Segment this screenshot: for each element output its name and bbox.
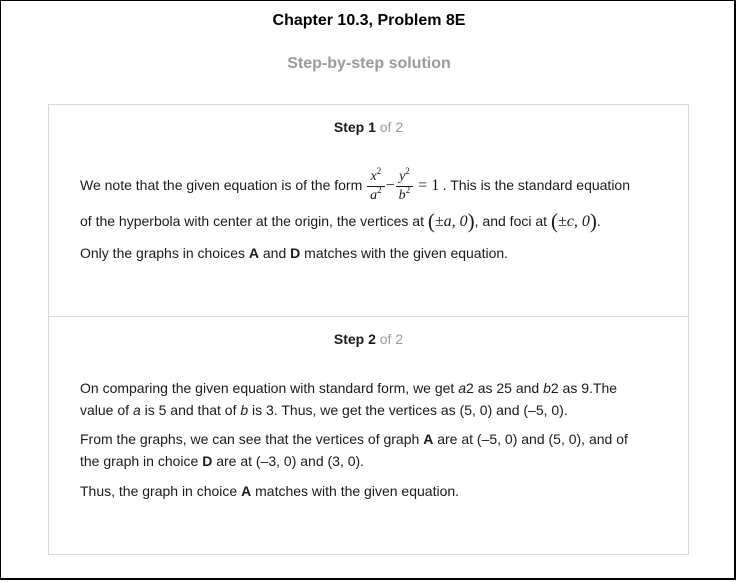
hyperbola-formula: $\frac{x^2}{a^2}$ − $\frac{y^2}{b^2}$ = 1 (366, 179, 443, 194)
step-1-paragraph-1: We note that the given equation is of the form $\frac{x^2}{a^2}$ − $\frac{y^2}{b^2}$ = 1 . This is the standard equation (80, 166, 631, 204)
step-2-total: of 2 (375, 331, 404, 347)
step-1-paragraph-3: Only the graphs in choices A and D matches with the given equation. (80, 245, 509, 261)
step-1-header (49, 119, 688, 135)
step-2-label: Step 2 (333, 331, 376, 347)
foci-math: (±c, 0) (550, 209, 597, 233)
step-2-paragraph-3: Thus, the graph in choice A matches with the given equation. (80, 483, 460, 499)
page-title: Chapter 10.3, Problem 8E (272, 12, 466, 29)
page-subtitle: Step-by-step solution (287, 55, 451, 72)
step-1-total: of 2 (375, 119, 404, 135)
vertices-math: (±a, 0) (427, 209, 475, 233)
solution-card (48, 104, 689, 555)
step-2-paragraph-1: On comparing the given equation with standard form, we get a2 as 25 and b2 as 9.The value of a is 5 and that of b is 3. Thus, we get the vertices as (5, 0) and (–5, 0). (80, 380, 618, 418)
step-1-label: Step 1 (333, 119, 376, 135)
step-divider (49, 316, 688, 317)
step-2-paragraph-2: From the graphs, we can see that the vertices of graph A are at (–5, 0) and (5, 0), and of the graph in choice D are at (–3, 0) and (3, 0). (80, 431, 628, 469)
step-1-paragraph-2: of the hyperbola with center at the origin, the vertices at (±a, 0), and foci at (±c, 0). (80, 209, 601, 233)
step-2-header (49, 331, 688, 347)
